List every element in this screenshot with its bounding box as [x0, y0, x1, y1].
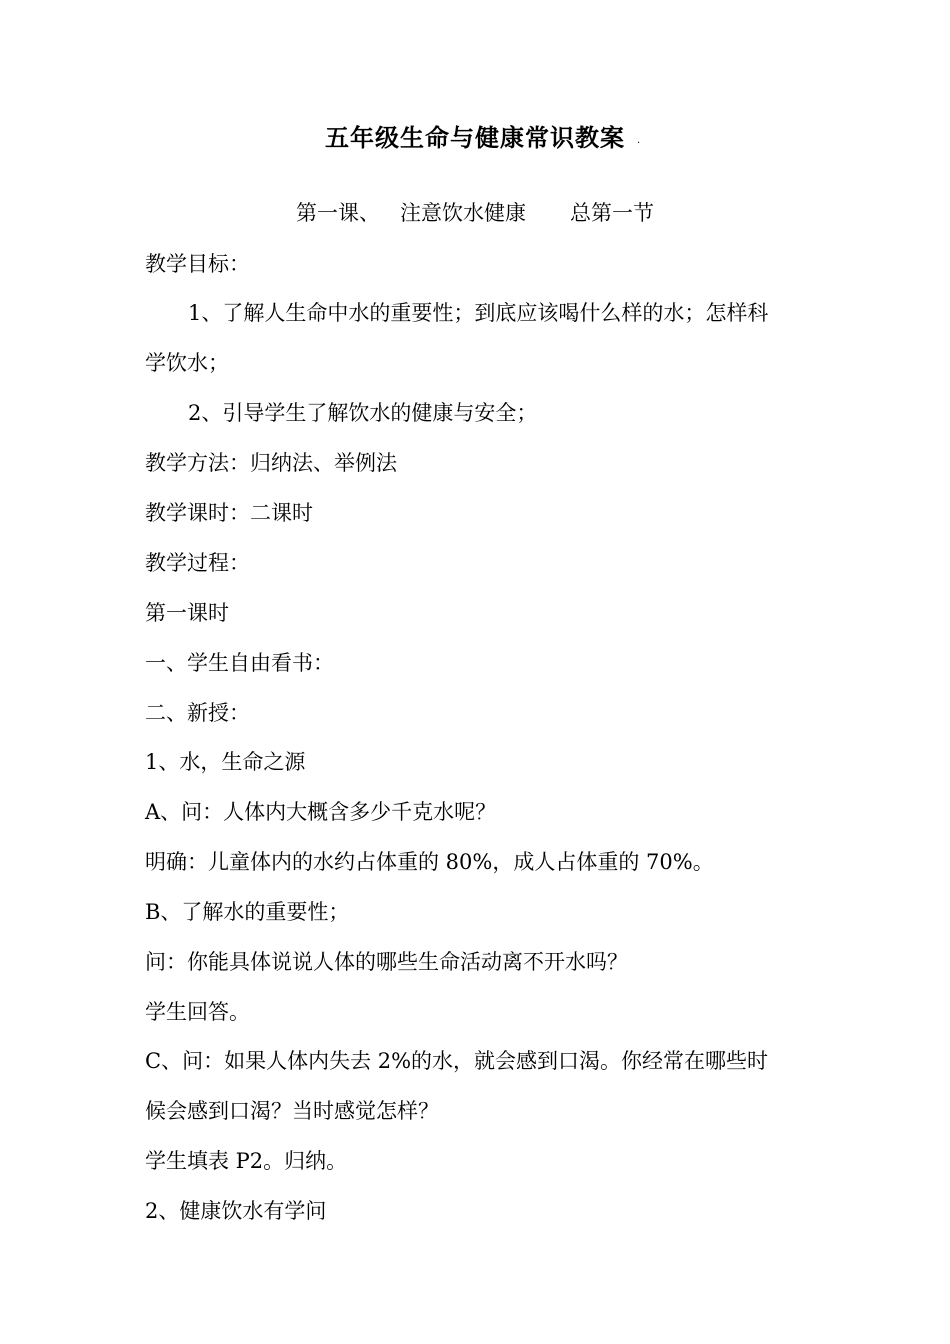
goal-2: 2、引导学生了解饮水的健康与安全；	[188, 401, 538, 425]
teaching-method: 教学方法：归纳法、举例法	[145, 451, 397, 475]
goal-1-line-1: 1、了解人生命中水的重要性；到底应该喝什么样的水；怎样科	[188, 301, 769, 325]
title-mark: .	[637, 135, 641, 146]
lesson-section: 总第一节	[570, 201, 654, 225]
student-answer: 学生回答。	[145, 1000, 250, 1024]
lesson-number: 第一课、	[296, 201, 380, 225]
student-fill-table: 学生填表 P2。归纳。	[145, 1149, 348, 1173]
question-c-line-1: C、问：如果人体内失去 2%的水，就会感到口渴。你经常在哪些时	[145, 1049, 769, 1073]
question-c-line-2: 候会感到口渴？当时感觉怎样？	[145, 1099, 439, 1123]
section-healthy-drinking: 2、健康饮水有学问	[145, 1199, 327, 1223]
lesson-header	[0, 197, 950, 227]
question-b-detail: 问：你能具体说说人体的哪些生命活动离不开水吗？	[145, 950, 628, 974]
lesson-topic: 注意饮水健康	[400, 201, 526, 225]
goal-1-line-2: 学饮水；	[145, 351, 229, 375]
question-b: B、了解水的重要性；	[145, 900, 350, 924]
document-title: 五年级生命与健康常识教案	[325, 124, 625, 152]
teaching-hours: 教学课时：二课时	[145, 501, 313, 525]
first-period-heading: 第一课时	[145, 601, 229, 625]
question-a: A、问：人体内大概含多少千克水呢？	[145, 800, 497, 824]
teaching-goals-heading: 教学目标：	[145, 252, 250, 276]
step-new-lesson: 二、新授：	[145, 701, 250, 725]
step-self-reading: 一、学生自由看书：	[145, 651, 334, 675]
section-water-source-of-life: 1、水，生命之源	[145, 750, 306, 774]
teaching-process-heading: 教学过程：	[145, 551, 250, 575]
answer-a: 明确：儿童体内的水约占体重的 80%，成人占体重的 70%。	[145, 850, 714, 874]
